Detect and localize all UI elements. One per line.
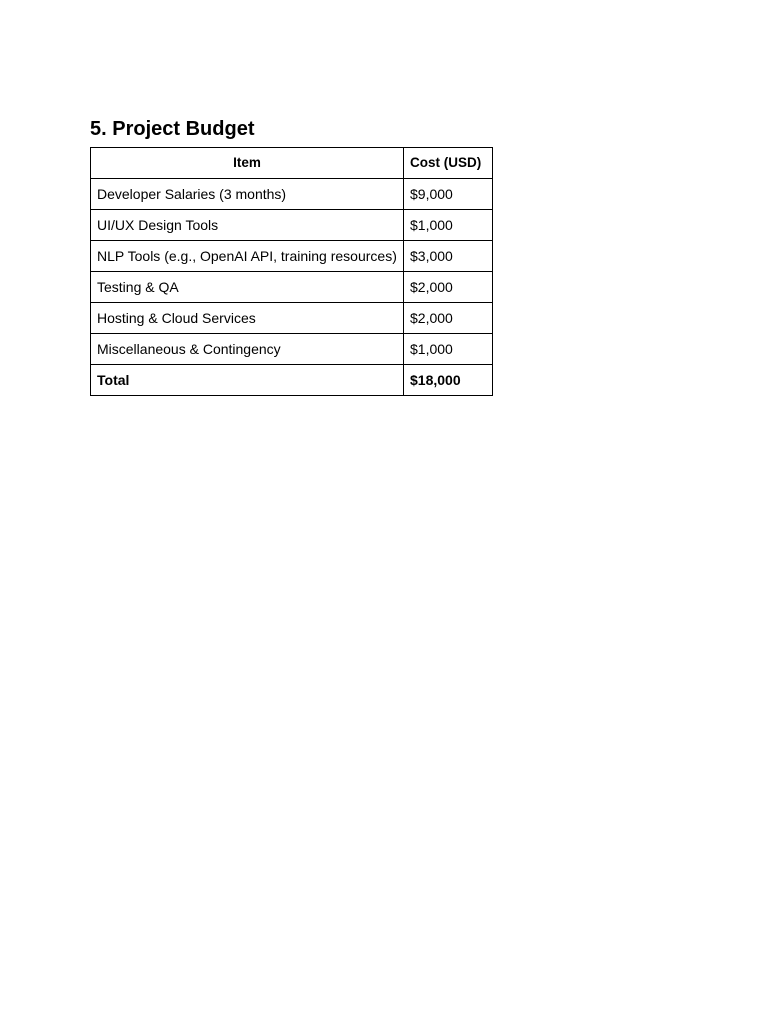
total-row xyxy=(91,365,493,396)
item-cell: Testing & QA xyxy=(91,272,404,303)
cost-cell: $2,000 xyxy=(404,303,493,334)
total-label: Total xyxy=(91,365,404,396)
table-row xyxy=(91,210,493,241)
table-row xyxy=(91,334,493,365)
item-cell: UI/UX Design Tools xyxy=(91,210,404,241)
cost-cell: $1,000 xyxy=(404,210,493,241)
cost-cell: $3,000 xyxy=(404,241,493,272)
table-row xyxy=(91,272,493,303)
item-cell: Miscellaneous & Contingency xyxy=(91,334,404,365)
item-cell: NLP Tools (e.g., OpenAI API, training resources) xyxy=(91,241,404,272)
table-header-row xyxy=(91,148,493,179)
table-row xyxy=(91,241,493,272)
item-cell: Hosting & Cloud Services xyxy=(91,303,404,334)
budget-table xyxy=(90,147,493,396)
column-header-item: Item xyxy=(91,148,404,179)
section-heading: 5. Project Budget xyxy=(90,118,255,140)
cost-cell: $9,000 xyxy=(404,179,493,210)
cost-cell: $2,000 xyxy=(404,272,493,303)
table-row xyxy=(91,179,493,210)
item-cell: Developer Salaries (3 months) xyxy=(91,179,404,210)
column-header-cost: Cost (USD) xyxy=(404,148,493,179)
table-row xyxy=(91,303,493,334)
total-cost: $18,000 xyxy=(404,365,493,396)
cost-cell: $1,000 xyxy=(404,334,493,365)
